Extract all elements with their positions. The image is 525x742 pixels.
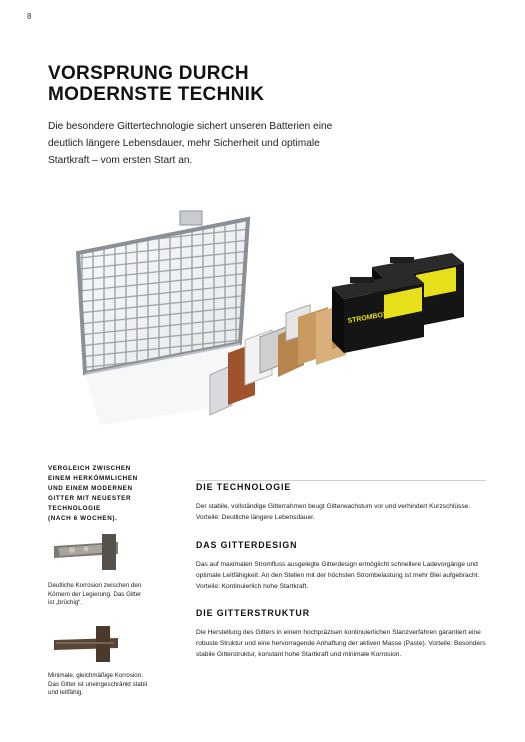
page-title-line-2: MODERNSTE TECHNIK [48, 84, 265, 105]
modern-grid-caption: Minimale, gleichmäßige Korrosion. Das Gitter ist uneingeschränkt stabil und leitfähig. [48, 672, 148, 697]
hero-illustration [60, 205, 480, 455]
section-heading-technologie: DIE TECHNOLOGIE [196, 482, 292, 492]
section-heading-gitterdesign: DAS GITTERDESIGN [196, 540, 298, 550]
sidebar-heading-line: EINEM HERKÖMMLICHEN [48, 475, 138, 482]
page-number: 8 [27, 12, 32, 21]
corroded-grid-caption: Deutliche Korrosion zwischen den Körnern der Legierung. Das Gitter ist „brüchig“. [48, 582, 142, 607]
sidebar-heading [48, 464, 160, 524]
sidebar-heading-line: UND EINEM MODERNEN [48, 485, 133, 492]
page-title-line-1: VORSPRUNG DURCH [48, 63, 249, 84]
section-divider [196, 480, 486, 481]
battery-front [332, 273, 424, 353]
section-text-technologie: Der stabile, vollständige Gitterrahmen beugt Gitterwachstum vor und verhindert Kurzschlüsse. Vorteile: Deutliche längere Lebensdauer. [196, 503, 471, 522]
intro-text: Die besondere Gittertechnologie sichert unseren Batterien eine deutlich längere Lebensdauer, mehr Sicherheit und optimale Startkraft – vom ersten Start an. [48, 121, 333, 166]
sidebar-heading-line: (NACH 6 WOCHEN). [48, 515, 118, 522]
corroded-grid-image [52, 532, 120, 572]
page-title [48, 63, 348, 105]
section-text-gitterdesign: Das auf maximalen Stromfluss ausgelegte Gitterdesign ermöglicht schnellere Ladevorgänge und optimale Leitfähigkeit. An den Stellen mit der höchsten Strombelastung ist mehr Blei aufgebracht. Vorteile: Kontinuierlich hohe Startkraft. [196, 561, 480, 591]
modern-grid-image [52, 624, 120, 664]
section-heading-gitterstruktur: DIE GITTERSTRUKTUR [196, 608, 310, 618]
sidebar-heading-line: VERGLEICH ZWISCHEN [48, 465, 131, 472]
battery-label: STROMBOX [347, 311, 389, 325]
sidebar-heading-line: TECHNOLOGIE [48, 505, 101, 512]
sidebar-heading-line: GITTER MIT NEUESTER [48, 495, 132, 502]
section-text-gitterstruktur: Die Herstellung des Gitters in einem hochpräzisen kontinuierlichen Stanzverfahren garantiert eine robuste Struktur und eine hervorragende Anhaftung der aktiven Masse (Paste). Vorteile: Besonders stabile Gitterstruktur, konstant hohe Startkraft und minimale Korrosion. [196, 629, 486, 659]
